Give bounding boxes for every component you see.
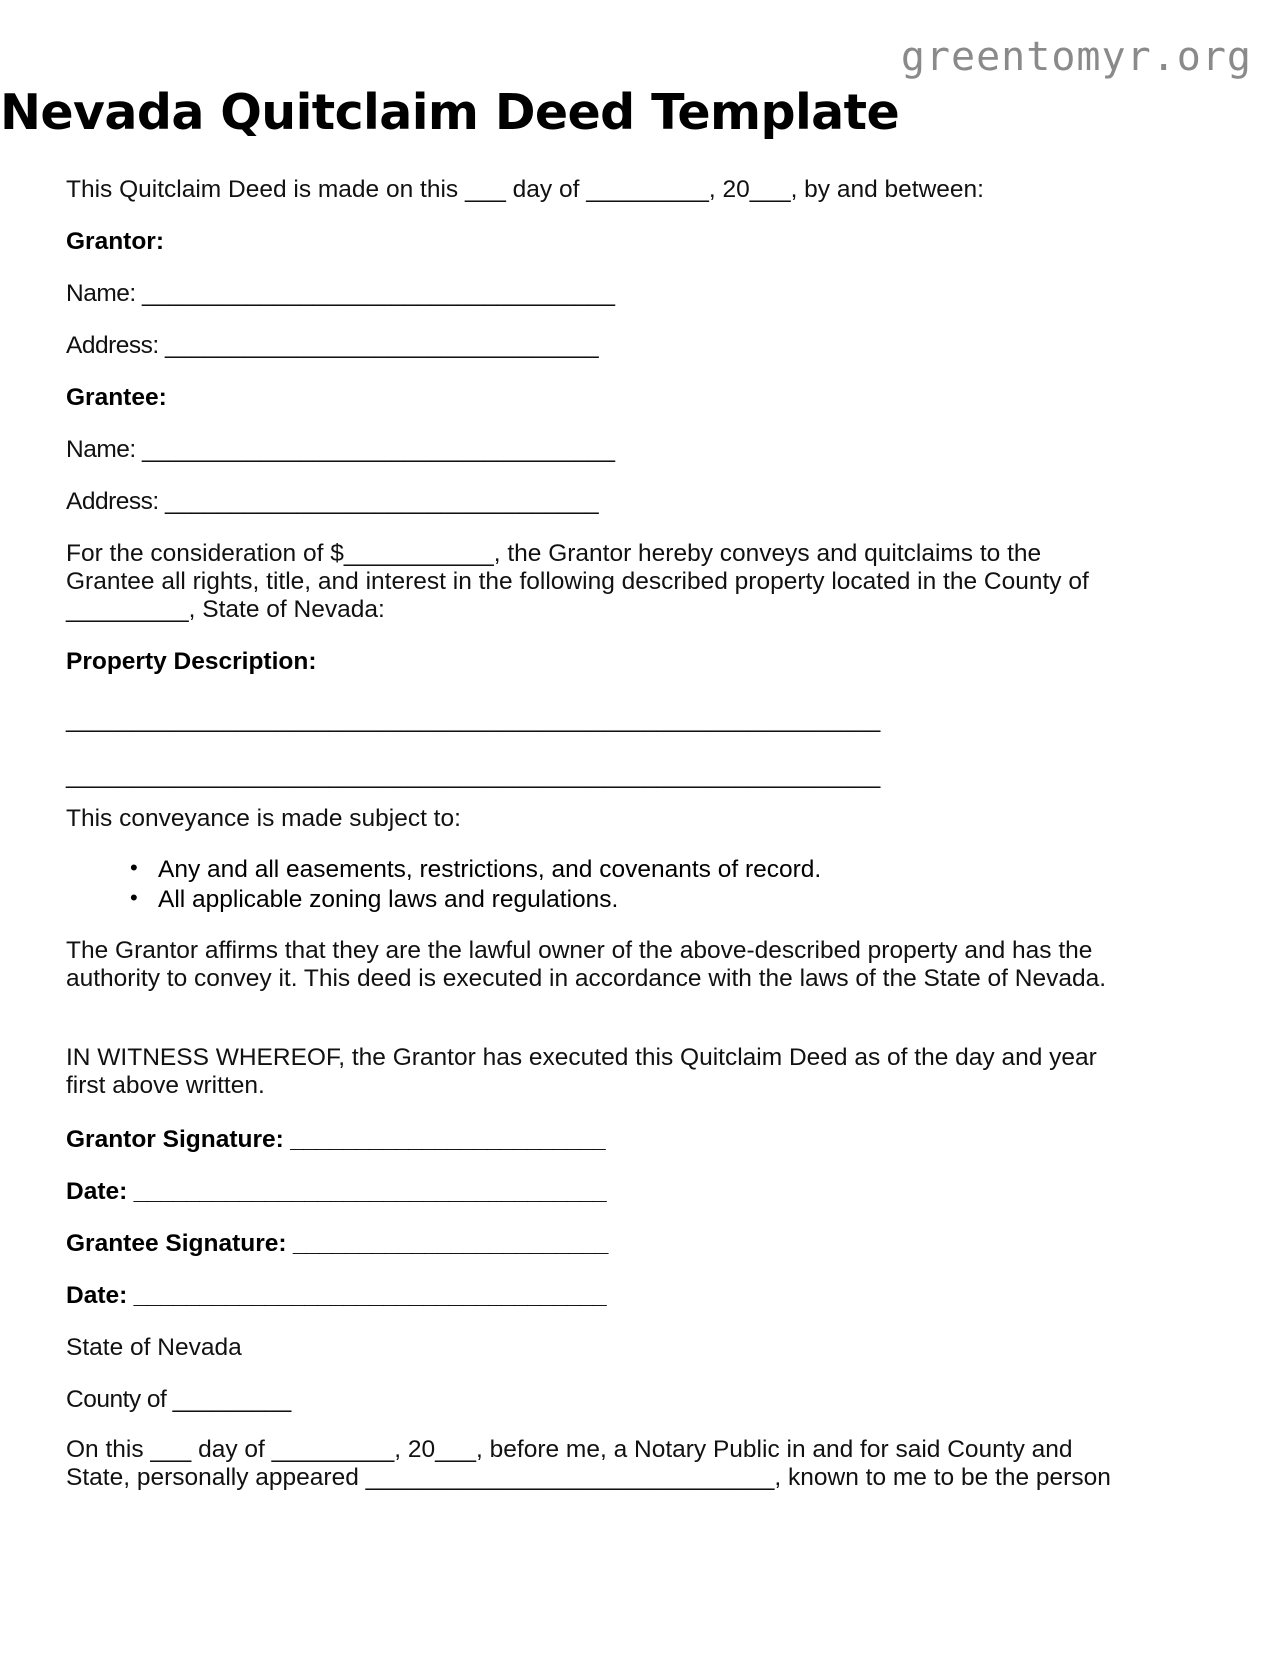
county-line[interactable]: County of _________: [66, 1386, 291, 1413]
grantee-name-field[interactable]: Name: ____________________________________: [66, 436, 615, 463]
grantee-date-row[interactable]: [66, 1282, 1156, 1310]
grantor-signature-label: Grantor Signature:: [66, 1126, 284, 1153]
list-item: • All applicable zoning laws and regulations.: [130, 886, 821, 914]
grantee-signature-row[interactable]: [66, 1230, 1156, 1258]
site-watermark: greentomyr.org: [900, 34, 1252, 80]
grantee-signature-blank[interactable]: ________________________: [286, 1230, 608, 1257]
grantee-date-label: Date:: [66, 1282, 128, 1309]
property-description-line-1[interactable]: ______________________________________________________________: [66, 706, 880, 733]
grantor-date-blank[interactable]: ____________________________________: [127, 1178, 607, 1205]
list-item: • Any and all easements, restrictions, and covenants of record.: [130, 856, 821, 884]
affirmation-paragraph: The Grantor affirms that they are the lawful owner of the above-described property and has the authority to convey it. This deed is executed in accordance with the laws of the State of Nevada.: [66, 937, 1107, 992]
notary-paragraph: On this ___ day of _________, 20___, before me, a Notary Public in and for said County and State, personally appeared ______________________________, known to me to be the person: [66, 1436, 1111, 1491]
grantor-heading: Grantor:: [66, 228, 164, 255]
grantor-signature-row[interactable]: [66, 1126, 1156, 1154]
grantor-date-label: Date:: [66, 1178, 128, 1205]
grantee-heading: Grantee:: [66, 384, 167, 411]
subject-list: [66, 856, 821, 917]
property-description-heading: Property Description:: [66, 648, 317, 675]
grantee-address-field[interactable]: Address: _________________________________: [66, 488, 599, 515]
page-title: Nevada Quitclaim Deed Template: [0, 84, 900, 141]
grantor-date-row[interactable]: [66, 1178, 1156, 1206]
grantor-signature-blank[interactable]: ________________________: [283, 1126, 606, 1153]
consideration-paragraph: For the consideration of $___________, the Grantor hereby conveys and quitclaims to the Grantee all rights, title, and interest in the following described property located in the County of _________, State of Nevada:: [66, 540, 1089, 623]
subject-intro-paragraph: This conveyance is made subject to:: [66, 805, 461, 832]
witness-paragraph: IN WITNESS WHEREOF, the Grantor has executed this Quitclaim Deed as of the day and year first above written.: [66, 1044, 1097, 1099]
grantor-name-field[interactable]: Name: ____________________________________: [66, 280, 615, 307]
property-description-line-2[interactable]: ______________________________________________________________: [66, 762, 880, 789]
state-line: State of Nevada: [66, 1334, 242, 1361]
grantor-address-field[interactable]: Address: _________________________________: [66, 332, 599, 359]
intro-paragraph: This Quitclaim Deed is made on this ___ day of _________, 20___, by and between:: [66, 176, 984, 203]
grantee-date-blank[interactable]: ____________________________________: [127, 1282, 607, 1309]
grantee-signature-label: Grantee Signature:: [66, 1230, 287, 1257]
